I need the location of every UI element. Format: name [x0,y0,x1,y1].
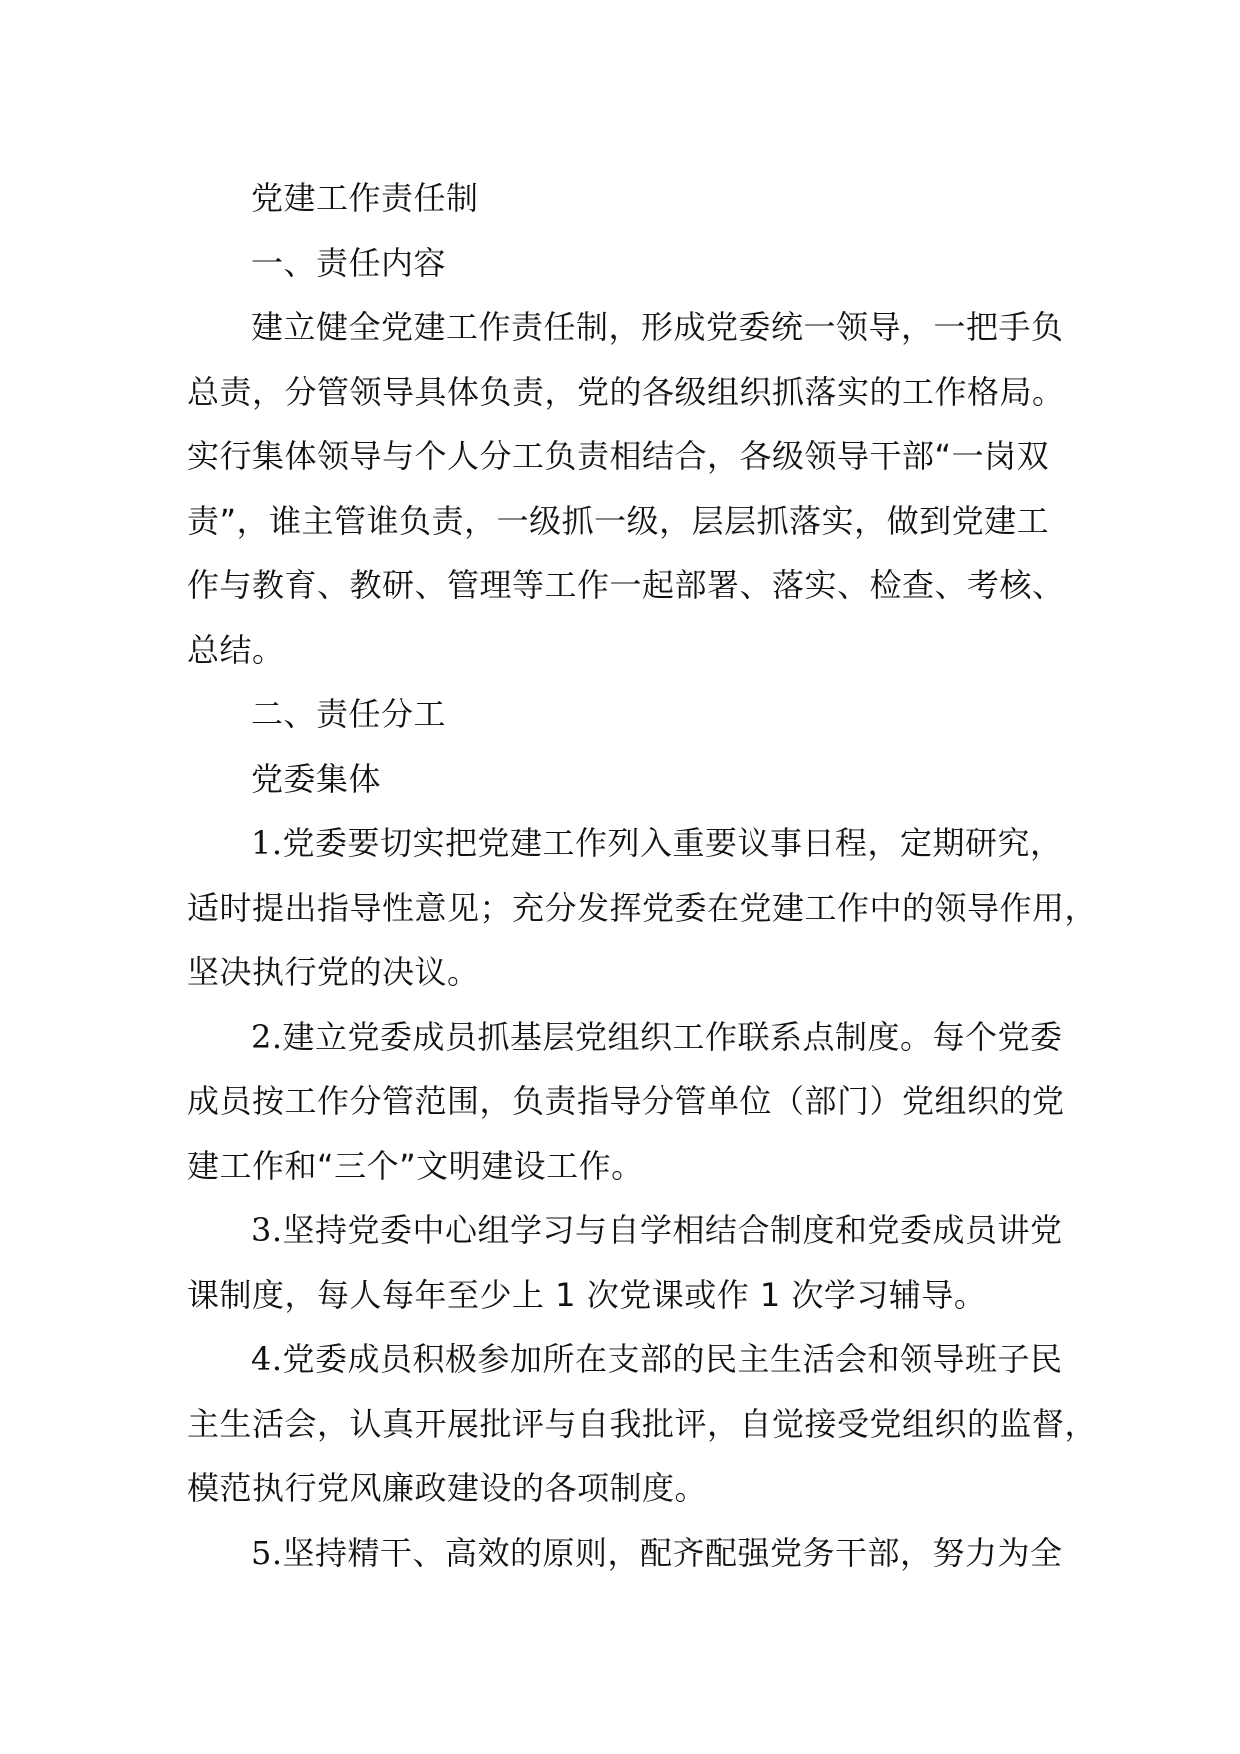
list-item-number: 5. [251,1533,283,1572]
paragraph-line: 总责，分管领导具体负责，党的各级组织抓落实的工作格局。 [187,372,1065,411]
list-item-number: 3. [251,1211,283,1249]
list-item-text: 建立党委成员抓基层党组织工作联系点制度。每个党委 [282,1017,1063,1056]
subheading-party-committee: 党委集体 [251,759,382,798]
list-item-4-line [187,1327,1087,1392]
list-item-1-line: 坚决执行党的决议。 [187,953,480,991]
list-item-3-line [187,1198,1087,1263]
list-item-4-line: 模范执行党风廉政建设的各项制度。 [187,1469,708,1507]
document-title: 党建工作责任制 [251,179,479,217]
paragraph-line: 作与教育、教研、管理等工作一起部署、落实、检查、考核、 [187,566,1065,604]
list-item-5-line [187,1521,1087,1586]
paragraph-line: 总结。 [187,630,285,669]
list-item-2-line: 成员按工作分管范围，负责指导分管单位（部门）党组织的党 [187,1082,1065,1120]
list-item-number: 1. [251,824,283,862]
list-item-1-line [187,811,1087,876]
list-item-1-line: 适时提出指导性意见；充分发挥党委在党建工作中的领导作用， [187,888,1098,927]
section-heading-responsibility-content: 一、责任内容 [251,243,447,282]
list-item-2-line [187,1005,1087,1070]
paragraph-line: 建立健全党建工作责任制，形成党委统一领导，一把手负 [251,308,1064,346]
list-item-text: 坚持精干、高效的原则，配齐配强党务干部，努力为全 [282,1533,1063,1572]
list-item-3-line: 课制度，每人每年至少上 1 次党课或作 1 次学习辅导。 [187,1275,987,1314]
paragraph-line: 实行集体领导与个人分工负责相结合，各级领导干部“一岗双 [187,437,1050,475]
list-item-text: 坚持党委中心组学习与自学相结合制度和党委成员讲党 [282,1211,1063,1249]
list-item-number: 2. [251,1017,283,1056]
section-heading-responsibility-division: 二、责任分工 [251,695,447,733]
paragraph-line: 责”，谁主管谁负责，一级抓一级，层层抓落实，做到党建工 [187,501,1050,540]
list-item-2-line: 建工作和“三个”文明建设工作。 [187,1146,644,1185]
list-item-number: 4. [251,1340,283,1378]
list-item-text: 党委成员积极参加所在支部的民主生活会和领导班子民 [282,1340,1063,1378]
list-item-text: 党委要切实把党建工作列入重要议事日程，定期研究， [282,824,1063,862]
list-item-4-line: 主生活会，认真开展批评与自我批评，自觉接受党组织的监督， [187,1404,1098,1443]
document-page [187,166,1098,1585]
